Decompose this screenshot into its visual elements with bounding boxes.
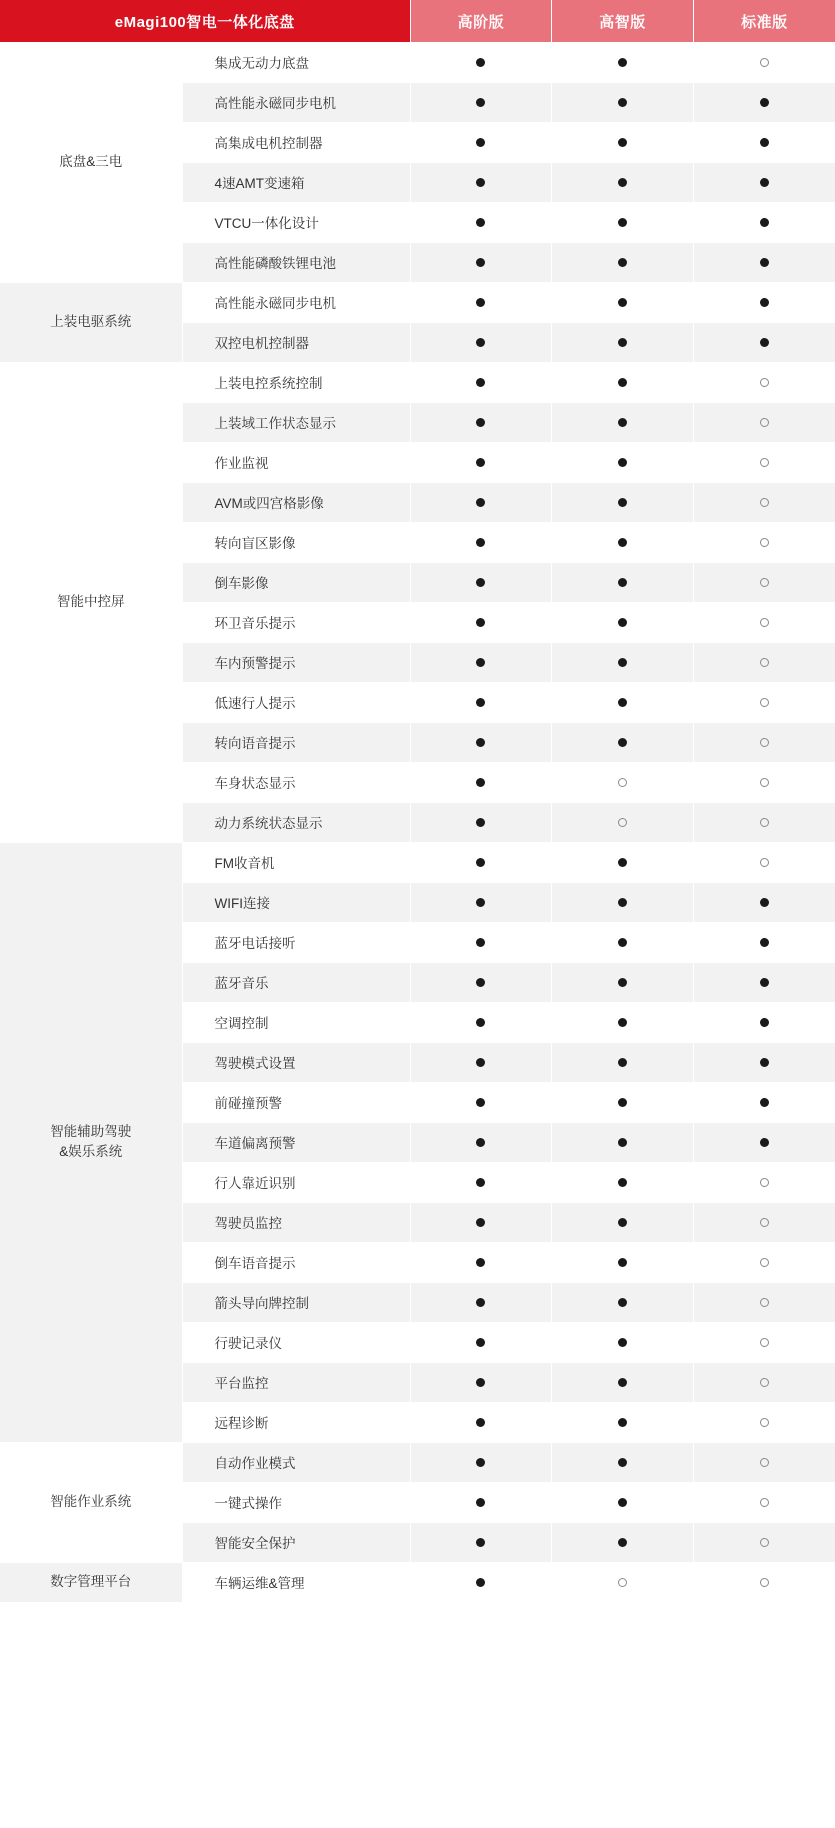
feature-label: 远程诊断	[182, 1402, 410, 1442]
feature-label: FM收音机	[182, 842, 410, 882]
filled-dot-icon	[618, 1458, 627, 1467]
hollow-circle-icon	[760, 818, 769, 827]
filled-dot-icon	[476, 138, 485, 147]
availability-cell	[410, 82, 552, 122]
filled-dot-icon	[476, 1498, 485, 1507]
filled-dot-icon	[476, 658, 485, 667]
filled-dot-icon	[618, 1498, 627, 1507]
feature-label: 作业监视	[182, 442, 410, 482]
feature-label: 倒车影像	[182, 562, 410, 602]
availability-cell	[410, 842, 552, 882]
availability-cell	[552, 282, 694, 322]
filled-dot-icon	[618, 178, 627, 187]
feature-label: 双控电机控制器	[182, 322, 410, 362]
hollow-circle-icon	[760, 858, 769, 867]
filled-dot-icon	[618, 1138, 627, 1147]
availability-cell	[552, 1282, 694, 1322]
table-row	[0, 42, 835, 82]
feature-label: 蓝牙音乐	[182, 962, 410, 1002]
availability-cell	[410, 602, 552, 642]
filled-dot-icon	[476, 458, 485, 467]
hollow-circle-icon	[760, 1178, 769, 1187]
filled-dot-icon	[476, 378, 485, 387]
feature-label: 车道偏离预警	[182, 1122, 410, 1162]
hollow-circle-icon	[760, 738, 769, 747]
availability-cell	[693, 1402, 835, 1442]
table-row	[0, 1442, 835, 1482]
filled-dot-icon	[618, 978, 627, 987]
availability-cell	[552, 162, 694, 202]
hollow-circle-icon	[618, 778, 627, 787]
filled-dot-icon	[476, 858, 485, 867]
availability-cell	[410, 962, 552, 1002]
availability-cell	[552, 202, 694, 242]
filled-dot-icon	[618, 1258, 627, 1267]
feature-label: 蓝牙电话接听	[182, 922, 410, 962]
hollow-circle-icon	[760, 578, 769, 587]
filled-dot-icon	[476, 1378, 485, 1387]
filled-dot-icon	[476, 218, 485, 227]
availability-cell	[552, 402, 694, 442]
filled-dot-icon	[476, 1418, 485, 1427]
availability-cell	[693, 1482, 835, 1522]
filled-dot-icon	[476, 538, 485, 547]
feature-label: 高性能磷酸铁锂电池	[182, 242, 410, 282]
availability-cell	[693, 402, 835, 442]
filled-dot-icon	[760, 178, 769, 187]
availability-cell	[552, 42, 694, 82]
header-row	[0, 0, 835, 42]
filled-dot-icon	[760, 258, 769, 267]
availability-cell	[693, 562, 835, 602]
availability-cell	[410, 1402, 552, 1442]
filled-dot-icon	[618, 98, 627, 107]
filled-dot-icon	[476, 978, 485, 987]
availability-cell	[410, 122, 552, 162]
feature-label: 转向语音提示	[182, 722, 410, 762]
availability-cell	[552, 442, 694, 482]
filled-dot-icon	[618, 1218, 627, 1227]
group-label: 智能中控屏	[0, 362, 182, 842]
filled-dot-icon	[476, 58, 485, 67]
filled-dot-icon	[476, 1058, 485, 1067]
availability-cell	[693, 322, 835, 362]
availability-cell	[552, 1482, 694, 1522]
filled-dot-icon	[476, 698, 485, 707]
group-label: 底盘&三电	[0, 42, 182, 282]
availability-cell	[552, 1562, 694, 1602]
availability-cell	[693, 202, 835, 242]
availability-cell	[693, 1442, 835, 1482]
availability-cell	[552, 1322, 694, 1362]
feature-label: 转向盲区影像	[182, 522, 410, 562]
availability-cell	[693, 82, 835, 122]
filled-dot-icon	[618, 658, 627, 667]
table-body	[0, 42, 835, 1602]
filled-dot-icon	[476, 1578, 485, 1587]
feature-label: 行驶记录仪	[182, 1322, 410, 1362]
availability-cell	[552, 522, 694, 562]
availability-cell	[693, 1202, 835, 1242]
filled-dot-icon	[760, 1058, 769, 1067]
availability-cell	[552, 642, 694, 682]
availability-cell	[410, 162, 552, 202]
feature-label: 车内预警提示	[182, 642, 410, 682]
hollow-circle-icon	[760, 1378, 769, 1387]
column-header-version-1: 高阶版	[410, 0, 552, 42]
hollow-circle-icon	[760, 1538, 769, 1547]
filled-dot-icon	[476, 1338, 485, 1347]
filled-dot-icon	[476, 298, 485, 307]
group-label: 智能作业系统	[0, 1442, 182, 1562]
table-row	[0, 1562, 835, 1602]
filled-dot-icon	[618, 1098, 627, 1107]
feature-label: 上装域工作状态显示	[182, 402, 410, 442]
filled-dot-icon	[476, 98, 485, 107]
filled-dot-icon	[618, 1418, 627, 1427]
filled-dot-icon	[476, 898, 485, 907]
availability-cell	[693, 682, 835, 722]
availability-cell	[693, 1162, 835, 1202]
feature-label: 低速行人提示	[182, 682, 410, 722]
table-title: eMagi100智电一体化底盘	[0, 0, 410, 42]
filled-dot-icon	[618, 218, 627, 227]
hollow-circle-icon	[760, 58, 769, 67]
feature-label: WIFI连接	[182, 882, 410, 922]
availability-cell	[552, 842, 694, 882]
availability-cell	[693, 1082, 835, 1122]
feature-label: 行人靠近识别	[182, 1162, 410, 1202]
filled-dot-icon	[760, 1018, 769, 1027]
hollow-circle-icon	[760, 1578, 769, 1587]
hollow-circle-icon	[760, 538, 769, 547]
availability-cell	[693, 1042, 835, 1082]
filled-dot-icon	[760, 898, 769, 907]
availability-cell	[410, 722, 552, 762]
availability-cell	[552, 1002, 694, 1042]
filled-dot-icon	[476, 818, 485, 827]
availability-cell	[552, 762, 694, 802]
filled-dot-icon	[476, 498, 485, 507]
filled-dot-icon	[760, 978, 769, 987]
availability-cell	[410, 682, 552, 722]
hollow-circle-icon	[760, 1218, 769, 1227]
filled-dot-icon	[618, 538, 627, 547]
availability-cell	[410, 1082, 552, 1122]
availability-cell	[410, 402, 552, 442]
availability-cell	[693, 482, 835, 522]
hollow-circle-icon	[760, 1458, 769, 1467]
filled-dot-icon	[476, 938, 485, 947]
availability-cell	[693, 522, 835, 562]
feature-label: 驾驶员监控	[182, 1202, 410, 1242]
availability-cell	[552, 1122, 694, 1162]
availability-cell	[693, 282, 835, 322]
filled-dot-icon	[476, 258, 485, 267]
hollow-circle-icon	[760, 1298, 769, 1307]
feature-label: 倒车语音提示	[182, 1242, 410, 1282]
hollow-circle-icon	[760, 1498, 769, 1507]
group-label: 上装电驱系统	[0, 282, 182, 362]
availability-cell	[693, 1522, 835, 1562]
filled-dot-icon	[618, 1058, 627, 1067]
filled-dot-icon	[618, 58, 627, 67]
availability-cell	[693, 842, 835, 882]
availability-cell	[410, 1482, 552, 1522]
filled-dot-icon	[618, 338, 627, 347]
availability-cell	[693, 1122, 835, 1162]
availability-cell	[410, 1122, 552, 1162]
availability-cell	[552, 562, 694, 602]
availability-cell	[410, 1322, 552, 1362]
filled-dot-icon	[760, 938, 769, 947]
availability-cell	[693, 962, 835, 1002]
availability-cell	[552, 1202, 694, 1242]
availability-cell	[552, 962, 694, 1002]
filled-dot-icon	[476, 1098, 485, 1107]
availability-cell	[552, 1242, 694, 1282]
hollow-circle-icon	[760, 498, 769, 507]
filled-dot-icon	[476, 778, 485, 787]
availability-cell	[552, 122, 694, 162]
availability-cell	[552, 242, 694, 282]
filled-dot-icon	[618, 138, 627, 147]
availability-cell	[410, 42, 552, 82]
filled-dot-icon	[476, 578, 485, 587]
filled-dot-icon	[618, 698, 627, 707]
filled-dot-icon	[618, 898, 627, 907]
availability-cell	[410, 1562, 552, 1602]
availability-cell	[410, 242, 552, 282]
availability-cell	[410, 1282, 552, 1322]
hollow-circle-icon	[760, 618, 769, 627]
filled-dot-icon	[476, 1218, 485, 1227]
filled-dot-icon	[476, 418, 485, 427]
availability-cell	[693, 1562, 835, 1602]
availability-cell	[410, 522, 552, 562]
feature-label: 高性能永磁同步电机	[182, 282, 410, 322]
feature-label: 一键式操作	[182, 1482, 410, 1522]
hollow-circle-icon	[760, 1338, 769, 1347]
availability-cell	[410, 1522, 552, 1562]
filled-dot-icon	[476, 1298, 485, 1307]
filled-dot-icon	[476, 1538, 485, 1547]
filled-dot-icon	[760, 298, 769, 307]
availability-cell	[693, 762, 835, 802]
availability-cell	[410, 1162, 552, 1202]
availability-cell	[693, 802, 835, 842]
column-header-version-3: 标准版	[693, 0, 835, 42]
table-header	[0, 0, 835, 42]
availability-cell	[410, 1242, 552, 1282]
availability-cell	[693, 442, 835, 482]
availability-cell	[410, 562, 552, 602]
hollow-circle-icon	[760, 778, 769, 787]
availability-cell	[410, 762, 552, 802]
availability-cell	[410, 642, 552, 682]
filled-dot-icon	[618, 618, 627, 627]
availability-cell	[693, 242, 835, 282]
filled-dot-icon	[618, 258, 627, 267]
filled-dot-icon	[618, 378, 627, 387]
availability-cell	[693, 42, 835, 82]
availability-cell	[552, 82, 694, 122]
feature-label: 集成无动力底盘	[182, 42, 410, 82]
availability-cell	[410, 1202, 552, 1242]
feature-label: 箭头导向牌控制	[182, 1282, 410, 1322]
hollow-circle-icon	[760, 378, 769, 387]
filled-dot-icon	[618, 1178, 627, 1187]
filled-dot-icon	[618, 458, 627, 467]
hollow-circle-icon	[618, 1578, 627, 1587]
hollow-circle-icon	[760, 458, 769, 467]
feature-label: 智能安全保护	[182, 1522, 410, 1562]
availability-cell	[410, 482, 552, 522]
column-header-version-2: 高智版	[552, 0, 694, 42]
filled-dot-icon	[476, 618, 485, 627]
filled-dot-icon	[760, 338, 769, 347]
hollow-circle-icon	[618, 818, 627, 827]
availability-cell	[410, 922, 552, 962]
filled-dot-icon	[760, 98, 769, 107]
table-row	[0, 362, 835, 402]
filled-dot-icon	[618, 498, 627, 507]
filled-dot-icon	[760, 138, 769, 147]
availability-cell	[693, 642, 835, 682]
filled-dot-icon	[476, 1018, 485, 1027]
availability-cell	[552, 1082, 694, 1122]
feature-label: AVM或四宫格影像	[182, 482, 410, 522]
filled-dot-icon	[618, 578, 627, 587]
availability-cell	[693, 1362, 835, 1402]
availability-cell	[552, 682, 694, 722]
table-row	[0, 842, 835, 882]
feature-label: 4速AMT变速箱	[182, 162, 410, 202]
feature-label: 车辆运维&管理	[182, 1562, 410, 1602]
availability-cell	[410, 202, 552, 242]
availability-cell	[693, 162, 835, 202]
availability-cell	[552, 362, 694, 402]
availability-cell	[552, 1522, 694, 1562]
feature-label: VTCU一体化设计	[182, 202, 410, 242]
availability-cell	[552, 1162, 694, 1202]
availability-cell	[552, 802, 694, 842]
availability-cell	[552, 1402, 694, 1442]
availability-cell	[552, 322, 694, 362]
filled-dot-icon	[618, 298, 627, 307]
availability-cell	[552, 1362, 694, 1402]
availability-cell	[552, 922, 694, 962]
feature-label: 动力系统状态显示	[182, 802, 410, 842]
hollow-circle-icon	[760, 418, 769, 427]
availability-cell	[693, 362, 835, 402]
availability-cell	[410, 282, 552, 322]
filled-dot-icon	[618, 738, 627, 747]
hollow-circle-icon	[760, 1258, 769, 1267]
availability-cell	[552, 722, 694, 762]
availability-cell	[552, 882, 694, 922]
filled-dot-icon	[760, 1098, 769, 1107]
availability-cell	[693, 882, 835, 922]
availability-cell	[410, 322, 552, 362]
feature-label: 高性能永磁同步电机	[182, 82, 410, 122]
filled-dot-icon	[618, 1298, 627, 1307]
feature-label: 空调控制	[182, 1002, 410, 1042]
availability-cell	[693, 1322, 835, 1362]
filled-dot-icon	[618, 938, 627, 947]
filled-dot-icon	[476, 1458, 485, 1467]
availability-cell	[693, 1002, 835, 1042]
table-row	[0, 282, 835, 322]
filled-dot-icon	[760, 218, 769, 227]
availability-cell	[552, 482, 694, 522]
feature-label: 环卫音乐提示	[182, 602, 410, 642]
group-label: 智能辅助驾驶 &娱乐系统	[0, 842, 182, 1442]
availability-cell	[410, 1042, 552, 1082]
filled-dot-icon	[476, 1258, 485, 1267]
availability-cell	[552, 1042, 694, 1082]
availability-cell	[410, 442, 552, 482]
availability-cell	[410, 802, 552, 842]
availability-cell	[410, 362, 552, 402]
group-label: 数字管理平台	[0, 1562, 182, 1602]
filled-dot-icon	[618, 1018, 627, 1027]
feature-label: 前碰撞预警	[182, 1082, 410, 1122]
feature-label: 自动作业模式	[182, 1442, 410, 1482]
availability-cell	[552, 1442, 694, 1482]
filled-dot-icon	[618, 1338, 627, 1347]
availability-cell	[410, 1002, 552, 1042]
availability-cell	[693, 922, 835, 962]
filled-dot-icon	[476, 1178, 485, 1187]
availability-cell	[693, 1242, 835, 1282]
availability-cell	[410, 882, 552, 922]
availability-cell	[693, 1282, 835, 1322]
availability-cell	[410, 1362, 552, 1402]
filled-dot-icon	[618, 858, 627, 867]
filled-dot-icon	[476, 178, 485, 187]
hollow-circle-icon	[760, 1418, 769, 1427]
filled-dot-icon	[760, 1138, 769, 1147]
hollow-circle-icon	[760, 698, 769, 707]
availability-cell	[693, 722, 835, 762]
availability-cell	[693, 122, 835, 162]
feature-label: 上装电控系统控制	[182, 362, 410, 402]
availability-cell	[693, 602, 835, 642]
filled-dot-icon	[476, 338, 485, 347]
filled-dot-icon	[618, 1378, 627, 1387]
filled-dot-icon	[476, 1138, 485, 1147]
availability-cell	[410, 1442, 552, 1482]
feature-label: 高集成电机控制器	[182, 122, 410, 162]
filled-dot-icon	[618, 1538, 627, 1547]
filled-dot-icon	[476, 738, 485, 747]
feature-label: 驾驶模式设置	[182, 1042, 410, 1082]
hollow-circle-icon	[760, 658, 769, 667]
filled-dot-icon	[618, 418, 627, 427]
feature-label: 平台监控	[182, 1362, 410, 1402]
feature-label: 车身状态显示	[182, 762, 410, 802]
availability-cell	[552, 602, 694, 642]
